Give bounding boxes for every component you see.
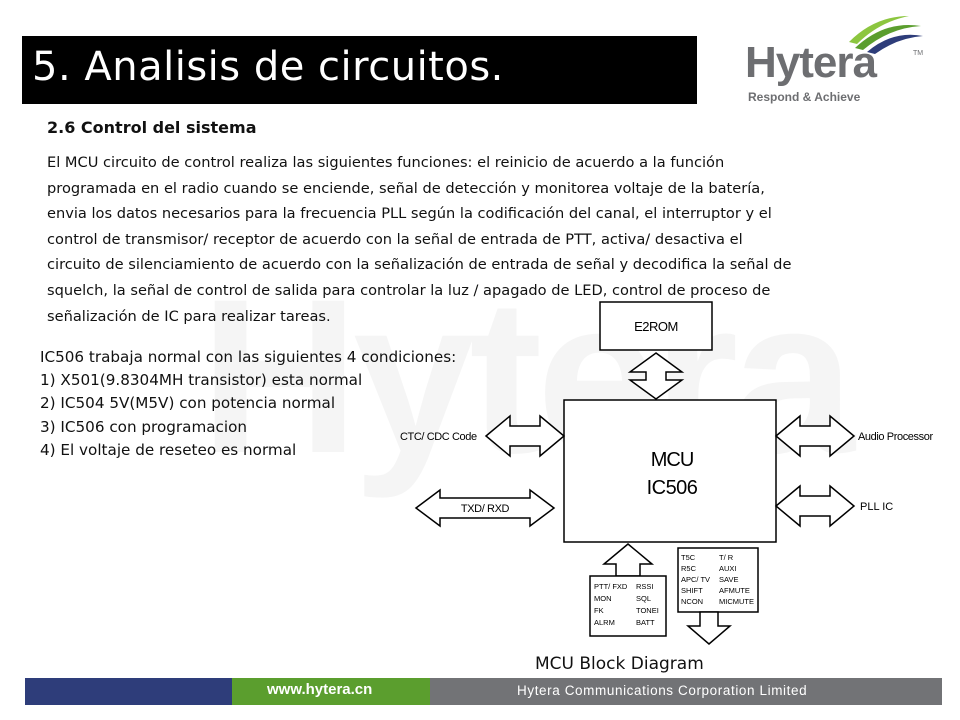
eeprom-mcu-arrow	[630, 353, 682, 399]
output-signal: T5C	[681, 553, 696, 562]
eeprom-label: E2ROM	[634, 319, 678, 334]
audio-arrow	[776, 416, 854, 456]
output-signal: MICMUTE	[719, 597, 754, 606]
slide-title: 5. Analisis de circuitos.	[32, 44, 504, 90]
mcu-ic-label: IC506	[646, 477, 698, 499]
mcu-box	[564, 400, 776, 542]
paragraph-line: control de transmisor/ receptor de acuerdo con la señal de entrada de PTT, activa/ desactiva el	[47, 230, 743, 248]
pll-arrow	[776, 486, 854, 526]
paragraph-line: programada en el radio cuando se enciende, señal de detección y monitorea voltaje de la batería,	[47, 179, 765, 197]
input-signal: PTT/ FXD	[594, 582, 628, 591]
footer-bar	[25, 678, 942, 705]
output-signal: R5C	[681, 564, 697, 573]
paragraph-line: circuito de silenciamiento de acuerdo con la señalización de entrada de señal y decodifica la señal de	[47, 256, 792, 274]
logo-tagline: Respond & Achieve	[748, 90, 861, 104]
output-signal: T/ R	[719, 553, 734, 562]
diagram-caption: MCU Block Diagram	[535, 654, 704, 674]
input-signal: SQL	[636, 594, 652, 603]
input-signal: FK	[594, 606, 604, 615]
mcu-label: MCU	[650, 449, 694, 471]
condition-item: 2) IC504 5V(M5V) con potencia normal	[40, 394, 336, 413]
paragraph-line: El MCU circuito de control realiza las siguientes funciones: el reinicio de acuerdo a la función	[47, 154, 725, 171]
paragraph-line: squelch, la señal de control de salida para controlar la luz / apagado de LED, control de proceso de	[47, 281, 771, 299]
input-signal: MON	[594, 594, 612, 603]
condition-item: 1) X501(9.8304MH transistor) esta normal	[40, 371, 363, 390]
output-signal: AFMUTE	[719, 586, 750, 595]
output-signal: SAVE	[719, 575, 739, 584]
footer-blue-segment	[25, 678, 232, 705]
paragraph-line: señalización de IC para realizar tareas.	[47, 307, 331, 325]
section-title: 2.6 Control del sistema	[47, 118, 257, 137]
inputs-arrow	[604, 544, 652, 576]
condition-item: 4) El voltaje de reseteo es normal	[40, 440, 297, 459]
pll-label: PLL IC	[860, 501, 894, 513]
footer-website-link[interactable]: www.hytera.cn	[267, 681, 373, 698]
footer-company-name: Hytera Communications Corporation Limited	[517, 683, 808, 698]
ctc-arrow	[486, 416, 564, 456]
ctc-label: CTC/ CDC Code	[400, 431, 477, 443]
output-signal: AUXI	[719, 564, 737, 573]
outputs-arrow	[688, 612, 730, 644]
txd-label: TXD/ RXD	[460, 503, 510, 515]
condition-item: 3) IC506 con programacion	[40, 417, 248, 436]
input-signal: BATT	[636, 618, 655, 627]
input-signal: RSSI	[636, 582, 654, 591]
output-signal: SHIFT	[681, 586, 703, 595]
output-signal: NCON	[681, 597, 704, 606]
paragraph-line: envia los datos necesarios para la frecuencia PLL según la codificación del canal, el interruptor y el	[47, 205, 772, 223]
input-signal: TONEI	[636, 606, 659, 615]
logo-trademark: TM	[913, 50, 924, 57]
output-signal: APC/ TV	[681, 575, 711, 584]
logo-wordmark: Hytera	[745, 38, 876, 87]
input-signal: ALRM	[594, 618, 615, 627]
conditions-intro: IC506 trabaja normal con las siguientes 4 condiciones:	[40, 348, 457, 366]
audio-label: Audio Processor	[858, 431, 933, 443]
